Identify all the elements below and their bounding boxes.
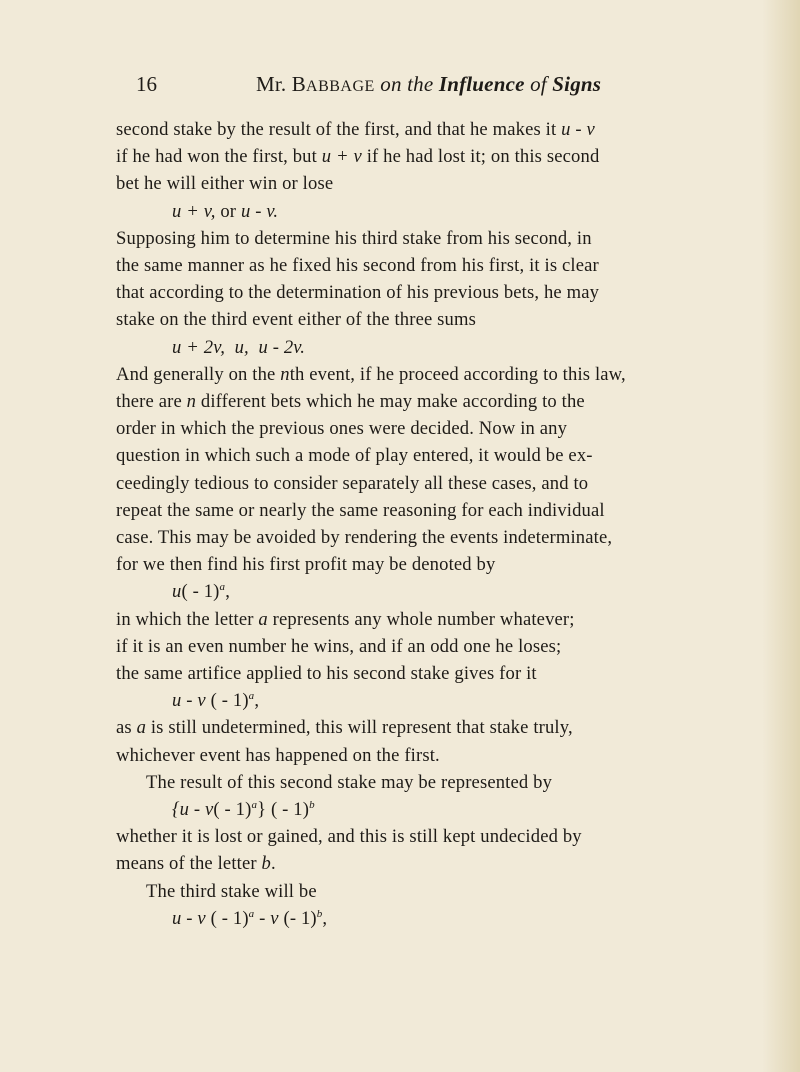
text-line: repeat the same or nearly the same reasoning for each individual bbox=[116, 499, 605, 521]
text-line: whichever event has happened on the first. bbox=[116, 744, 440, 766]
word-the: the bbox=[407, 72, 434, 96]
text-line: for we then find his first profit may be denoted by bbox=[116, 554, 496, 576]
text-line: bet he will either win or lose bbox=[116, 173, 334, 195]
text-line: there are n different bets which he may make according to the bbox=[116, 391, 585, 413]
word-influence: Influence bbox=[438, 72, 525, 96]
text-line: if he had won the first, but u + v if he had lost it; on this second bbox=[116, 146, 600, 168]
author-prefix: Mr. B bbox=[256, 72, 307, 96]
text-line: whether it is lost or gained, and this is still kept undecided by bbox=[116, 826, 582, 848]
running-title bbox=[256, 72, 601, 97]
equation: u + 2v, u, u - 2v. bbox=[172, 336, 306, 358]
text-line: The result of this second stake may be represented by bbox=[146, 771, 553, 793]
word-signs: Signs bbox=[552, 72, 602, 96]
text-line: means of the letter b. bbox=[116, 853, 276, 875]
text-line: question in which such a mode of play entered, it would be ex- bbox=[116, 445, 593, 467]
text-line: ceedingly tedious to consider separately all these cases, and to bbox=[116, 472, 589, 494]
running-header bbox=[136, 72, 696, 102]
word-of: of bbox=[530, 72, 547, 96]
text-line: in which the letter a represents any whole number whatever; bbox=[116, 608, 575, 630]
text-line: The third stake will be bbox=[146, 880, 317, 902]
text-line: the same artifice applied to his second stake gives for it bbox=[116, 663, 537, 685]
text-line: And generally on the nth event, if he proceed according to this law, bbox=[116, 363, 626, 385]
text-line: as a is still undetermined, this will represent that stake truly, bbox=[116, 717, 573, 739]
text-line: second stake by the result of the first, and that he makes it u - v bbox=[116, 119, 595, 140]
equation: u - v ( - 1)$^a$, bbox=[172, 690, 260, 712]
equation: {u - v( - 1)$^a$} ( - 1)$^b$ bbox=[172, 798, 315, 821]
equation: u - v ( - 1)$^a$ - v (- 1)$^b$, bbox=[172, 907, 328, 929]
text-line: Supposing him to determine his third stake from his second, in bbox=[116, 227, 592, 249]
text-line: stake on the third event either of the three sums bbox=[116, 309, 477, 331]
page-number: 16 bbox=[136, 72, 157, 96]
text-line: case. This may be avoided by rendering the events indeterminate, bbox=[116, 527, 613, 549]
author-rest: ABBAGE bbox=[306, 78, 375, 95]
equation: u( - 1)$^a$, bbox=[172, 581, 230, 603]
text-line: order in which the previous ones were decided. Now in any bbox=[116, 418, 568, 440]
page-body bbox=[116, 116, 726, 932]
word-on: on bbox=[380, 72, 402, 96]
page-edge-shadow bbox=[762, 0, 800, 1072]
text-line: the same manner as he fixed his second from his first, it is clear bbox=[116, 255, 599, 277]
text-line: that according to the determination of his previous bets, he may bbox=[116, 282, 600, 304]
equation: u + v, or u - v. bbox=[172, 200, 279, 222]
text-line: if it is an even number he wins, and if an odd one he loses; bbox=[116, 635, 562, 657]
